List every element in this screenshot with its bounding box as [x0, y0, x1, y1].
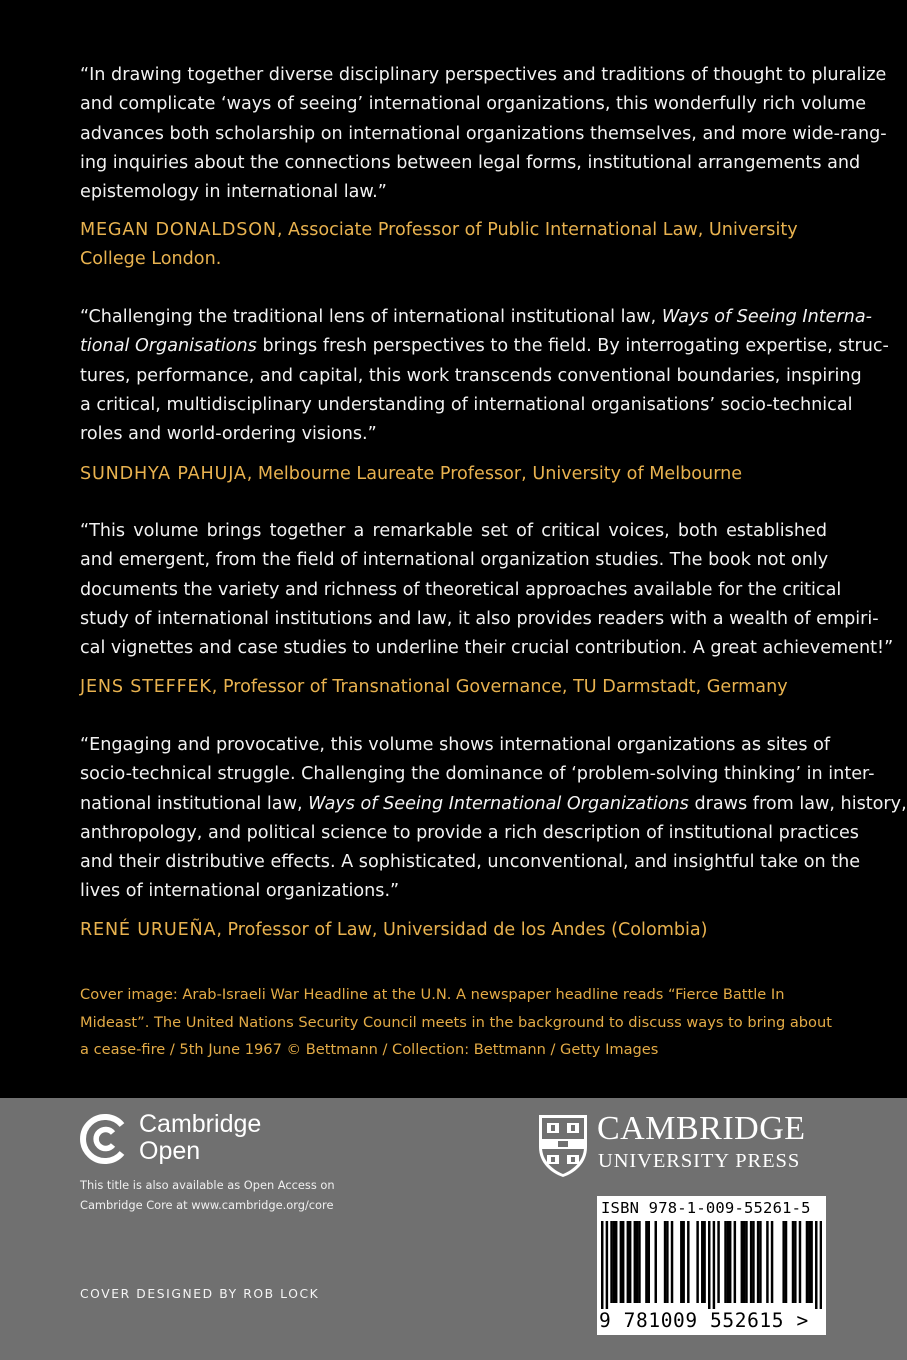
barcode-bar: [671, 1221, 673, 1303]
cambridge-open-wordmark: [139, 1111, 261, 1165]
endorsement-attribution-3: [80, 673, 840, 702]
barcode-bar: [627, 1221, 629, 1303]
open-access-line1: This title is also available as Open Access on: [80, 1178, 335, 1192]
barcode-bar: [703, 1221, 705, 1303]
publisher-subname: UNIVERSITY PRESS: [598, 1150, 801, 1172]
barcode-bar: [792, 1221, 794, 1303]
barcode-bar: [794, 1221, 796, 1303]
barcode-bar: [680, 1221, 682, 1303]
barcode-bar: [601, 1221, 603, 1309]
barcode-bar: [638, 1221, 640, 1303]
quote-line: advances both scholarship on international organizations themselves, and more wide-rang-: [80, 123, 887, 144]
quote-text: draws from law, history,: [688, 793, 907, 814]
endorser-affiliation: , Professor of Law, Universidad de los Andes (Colombia): [216, 920, 708, 940]
cover-designer-credit: COVER DESIGNED BY ROB LOCK: [80, 1287, 320, 1301]
endorser-affiliation: , Associate Professor of Public International Law, University: [276, 220, 798, 240]
barcode-bar: [727, 1221, 729, 1303]
barcode-bar: [696, 1221, 698, 1303]
isbn-label: ISBN 978-1-009-55261-5: [601, 1199, 811, 1217]
quote-line: [80, 332, 889, 361]
barcode-bar: [771, 1221, 773, 1303]
quote-line: “In drawing together diverse disciplinary perspectives and traditions of thought to pluralize: [80, 65, 887, 85]
quote-line: lives of international organizations.”: [80, 881, 400, 902]
quote-line: roles and world-ordering visions.”: [80, 424, 377, 445]
cover-image-credit: [80, 981, 840, 1064]
endorsement-attribution-2: [80, 460, 840, 489]
barcode-bar: [729, 1221, 731, 1303]
barcode-bar: [655, 1221, 657, 1303]
barcode-bar: [687, 1221, 689, 1303]
barcode-bar: [808, 1221, 810, 1303]
endorser-name: RENÉ URUEÑA: [80, 920, 217, 940]
quote-line: “This volume brings together a remarkable set of critical voices, both established: [80, 521, 827, 541]
endorsement-attribution-1: [80, 216, 840, 275]
quote-line: epistemology in international law.”: [80, 182, 387, 203]
barcode-bar: [752, 1221, 754, 1303]
cambridge-open-line1: Cambridge: [139, 1110, 262, 1138]
barcode-bar: [648, 1221, 650, 1303]
book-title-italic: tional Organisations: [80, 336, 257, 357]
endorser-name: SUNDHYA PAHUJA: [80, 464, 247, 484]
quote-text: brings fresh perspectives to the field. By interrogating expertise, struc-: [256, 336, 889, 357]
barcode-bar: [615, 1221, 617, 1303]
barcode-bar: [745, 1221, 747, 1303]
barcode-bar: [820, 1221, 822, 1309]
cambridge-open-logo-icon: [78, 1113, 130, 1165]
endorser-affiliation: College London.: [80, 249, 222, 270]
quote-text: national institutional law,: [80, 793, 309, 814]
barcode-bar: [782, 1221, 784, 1303]
cambridge-open-line2: Open: [139, 1137, 201, 1165]
credit-line: Mideast”. The United Nations Security Council meets in the background to discuss ways to bring about: [80, 1013, 832, 1031]
cambridge-shield-icon: [537, 1113, 589, 1179]
barcode-bar: [634, 1221, 636, 1303]
quote-line: cal vignettes and case studies to underline their crucial contribution. A great achievement!”: [80, 638, 894, 659]
endorser-name: JENS STEFFEK: [80, 677, 212, 697]
quote-line: “Engaging and provocative, this volume shows international organizations as sites of: [80, 735, 831, 755]
barcode-bar: [785, 1221, 787, 1303]
barcode-bar: [741, 1221, 743, 1303]
barcode-bar: [682, 1221, 684, 1303]
credit-line: a cease-fire / 5th June 1967 © Bettmann / Collection: Bettmann / Getty Images: [80, 1041, 659, 1059]
endorsement-quote-2: [80, 303, 889, 449]
barcode-bar: [645, 1221, 647, 1303]
barcode-bar: [701, 1221, 703, 1303]
barcode-bar: [620, 1221, 622, 1303]
endorser-affiliation: , Melbourne Laureate Professor, University of Melbourne: [246, 464, 743, 484]
endorsement-quote-1: [80, 61, 887, 207]
quote-line: a critical, multidisciplinary understanding of international organisations’ socio-technical: [80, 394, 853, 415]
barcode-bar: [717, 1221, 719, 1303]
quote-line: study of international institutions and law, it also provides readers with a wealth of empiri-: [80, 608, 879, 629]
barcode-bar: [636, 1221, 638, 1303]
barcode-bar: [610, 1221, 612, 1303]
quote-line: and complicate ‘ways of seeing’ international organizations, this wonderfully rich volume: [80, 94, 867, 115]
barcode-bar: [713, 1221, 715, 1309]
quote-text: “Challenging the traditional lens of international institutional law,: [80, 307, 662, 327]
publisher-name: CAMBRIDGE: [597, 1110, 806, 1147]
barcode-bar: [724, 1221, 726, 1303]
barcode-bar: [750, 1221, 752, 1303]
barcode-bar: [734, 1221, 736, 1303]
barcode-bar: [759, 1221, 761, 1303]
endorser-name: MEGAN DONALDSON: [80, 220, 277, 240]
endorser-affiliation: , Professor of Transnational Governance, TU Darmstadt, Germany: [211, 677, 788, 697]
quote-line: socio-technical struggle. Challenging the dominance of ‘problem-solving thinking’ in inter-: [80, 764, 875, 785]
barcode-bar: [708, 1221, 710, 1309]
book-title-italic: Ways of Seeing Interna-: [661, 307, 872, 327]
barcode-bar: [664, 1221, 666, 1303]
quote-line: and their distributive effects. A sophisticated, unconventional, and insightful take on the: [80, 852, 861, 873]
quote-line: ing inquiries about the connections between legal forms, institutional arrangements and: [80, 152, 861, 173]
barcode-bar: [613, 1221, 615, 1303]
quote-line: anthropology, and political science to provide a rich description of institutional practices: [80, 822, 859, 843]
barcode-bar: [799, 1221, 801, 1303]
barcode-bar: [815, 1221, 817, 1309]
quote-line: tures, performance, and capital, this work transcends conventional boundaries, inspiring: [80, 365, 862, 386]
isbn-barcode: [597, 1196, 826, 1335]
quote-line: [80, 790, 907, 819]
barcode-bar: [743, 1221, 745, 1303]
quote-line: documents the variety and richness of theoretical approaches available for the critical: [80, 579, 842, 600]
endorsement-quote-3: [80, 517, 894, 663]
endorsement-quote-4: [80, 731, 907, 907]
barcode-bar: [806, 1221, 808, 1303]
endorsement-attribution-4: [80, 916, 840, 945]
barcode-bar: [666, 1221, 668, 1303]
open-access-line2: Cambridge Core at www.cambridge.org/core: [80, 1197, 334, 1212]
barcode-bar: [810, 1221, 812, 1303]
barcode-bar: [606, 1221, 608, 1309]
quote-line: [80, 303, 872, 332]
barcode-bar: [622, 1221, 624, 1303]
isbn-digits: 9 781009 552615 >: [599, 1309, 809, 1332]
quote-line: and emergent, from the field of international organization studies. The book not only: [80, 550, 829, 571]
credit-line: Cover image: Arab-Israeli War Headline at the U.N. A newspaper headline reads “Fierce Battle In: [80, 986, 785, 1003]
open-access-note: [80, 1176, 335, 1215]
barcode-bars: [601, 1221, 822, 1309]
barcode-bar: [629, 1221, 631, 1303]
barcode-bar: [757, 1221, 759, 1303]
book-title-italic: Ways of Seeing International Organizations: [308, 793, 689, 814]
barcode-bar: [766, 1221, 768, 1303]
